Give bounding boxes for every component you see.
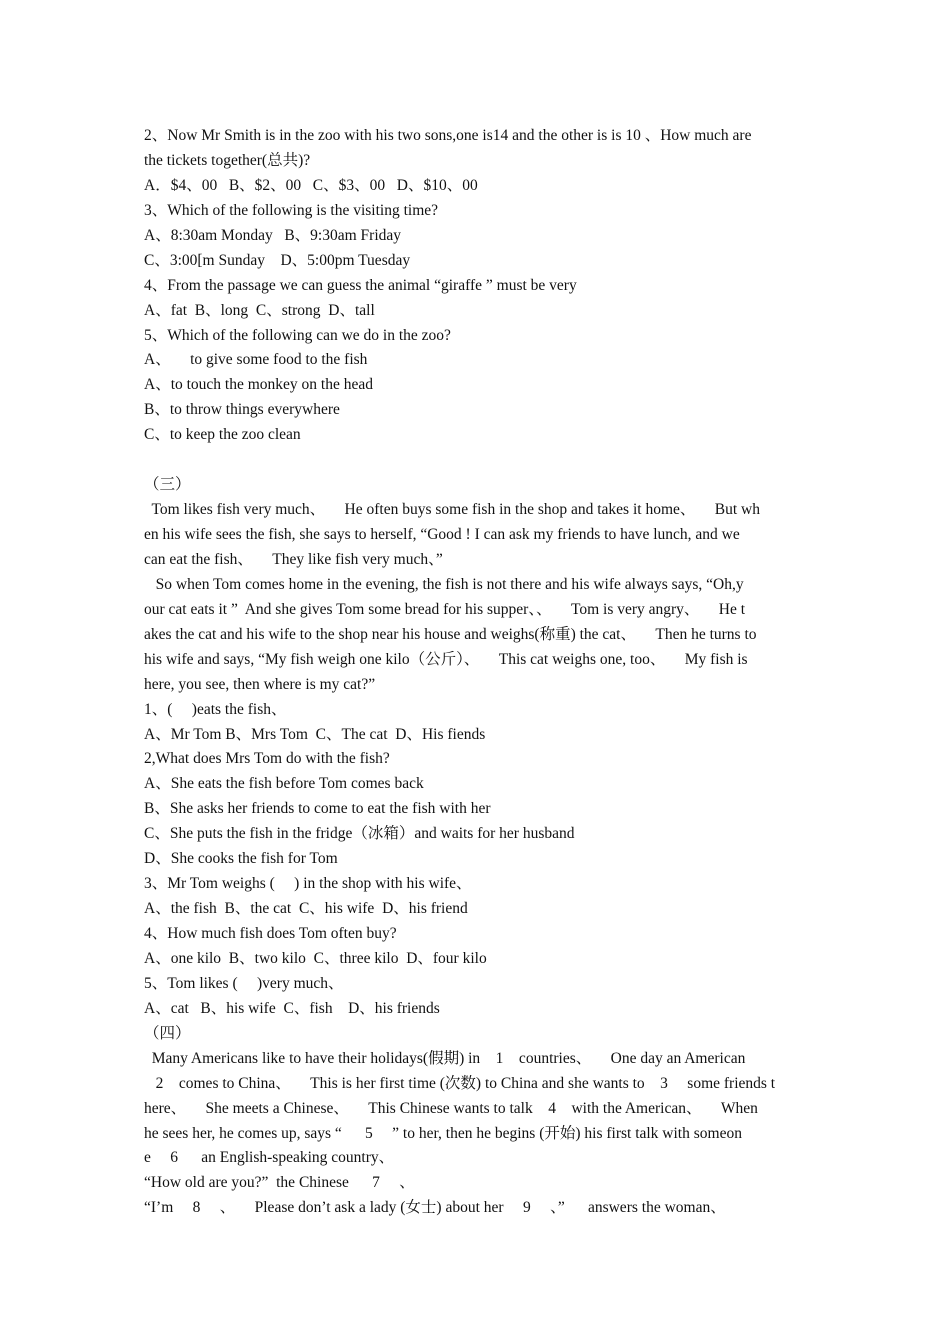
section-3-question-1-options: A、Mr Tom B、Mrs Tom C、The cat D、His fiends (144, 725, 486, 743)
section-3-question-4-stem: 4、How much fish does Tom often buy? (144, 925, 397, 942)
passage-3-line-7: his wife and says, “My fish weigh one kilo（公斤）、 This cat weighs one, too、 My fish is (144, 650, 748, 668)
question-3-options-ab: A、8:30am Monday B、9:30am Friday (144, 226, 402, 244)
passage-3-line-6: akes the cat and his wife to the shop near his house and weighs(称重) the cat、 Then he turns to (144, 625, 757, 643)
passage-3-line-1: Tom likes fish very much、 He often buys some fish in the shop and takes it home、 But wh (144, 501, 760, 519)
document-body (144, 124, 808, 1221)
section-3-heading: （三） (144, 476, 191, 494)
passage-3-line-3: can eat the fish、 They like fish very much、” (144, 550, 443, 568)
section-3-question-2-option-b: B、She asks her friends to come to eat the fish with her (144, 800, 491, 818)
question-2-stem-line-1: 2、Now Mr Smith is in the zoo with his two sons,one is14 and the other is is 10 、How much are (144, 127, 752, 144)
passage-4-line-5: e 6 an English-speaking country、 (144, 1149, 395, 1167)
question-4-options: A、fat B、long C、strong D、tall (144, 301, 375, 319)
section-3-question-2-option-a: A、She eats the fish before Tom comes back (144, 775, 424, 793)
question-4-stem: 4、From the passage we can guess the animal “giraffe ” must be very (144, 276, 577, 294)
passage-4-line-2: 2 comes to China、 This is her first time (次数) to China and she wants to 3 some friends t (144, 1074, 776, 1092)
question-2-stem-line-2: the tickets together(总共)? (144, 151, 311, 169)
section-3-question-5-options: A、cat B、his wife C、fish D、his friends (144, 999, 440, 1017)
passage-3-line-8: here, you see, then where is my cat?” (144, 675, 376, 693)
question-5-option-c: C、to keep the zoo clean (144, 426, 301, 444)
question-5-option-b: B、to throw things everywhere (144, 401, 340, 419)
passage-3-line-5: our cat eats it ” And she gives Tom some bread for his supper、、 Tom is very angry、 He t (144, 600, 746, 618)
question-5-option-a2: A、to touch the monkey on the head (144, 376, 374, 394)
question-5-stem: 5、Which of the following can we do in the zoo? (144, 326, 451, 344)
section-3-question-1-stem: 1、( )eats the fish、 (144, 700, 287, 718)
section-3-question-2-option-d: D、She cooks the fish for Tom (144, 850, 338, 868)
section-3-question-2-option-c: C、She puts the fish in the fridge（冰箱）and waits for her husband (144, 825, 575, 843)
section-4-heading: （四） (144, 1024, 191, 1042)
passage-4-line-4: he sees her, he comes up, says “ 5 ” to her, then he begins (开始) his first talk with someon (144, 1124, 742, 1142)
passage-4-line-3: here、 She meets a Chinese、 This Chinese wants to talk 4 with the American、 When (144, 1099, 758, 1117)
question-3-options-cd: C、3:00[m Sunday D、5:00pm Tuesday (144, 251, 411, 269)
section-3-question-2-stem: 2,What does Mrs Tom do with the fish? (144, 750, 390, 768)
passage-3-line-4: So when Tom comes home in the evening, the fish is not there and his wife always says, “Oh,y (144, 575, 744, 593)
section-3-question-4-options: A、one kilo B、two kilo C、three kilo D、four kilo (144, 949, 487, 967)
blank-line (144, 448, 808, 473)
passage-4-line-7: “I’m 8 、 Please don’t ask a lady (女士) about her 9 、” answers the woman、 (144, 1199, 726, 1217)
passage-3-line-2: en his wife sees the fish, she says to herself, “Good ! I can ask my friends to have lunch, and we (144, 526, 740, 543)
section-3-question-5-stem: 5、Tom likes ( )very much、 (144, 974, 344, 992)
section-3-question-3-stem: 3、Mr Tom weighs ( ) in the shop with his wife、 (144, 875, 472, 893)
question-2-options: A．$4、00 B、$2、00 C、$3、00 D、$10、00 (144, 176, 478, 194)
passage-4-line-1: Many Americans like to have their holidays(假期) in 1 countries、 One day an American (144, 1049, 746, 1067)
section-3-question-3-options: A、the fish B、the cat C、his wife D、his friend (144, 900, 468, 918)
passage-4-line-6: “How old are you?” the Chinese 7 、 (144, 1174, 415, 1192)
question-5-option-a1: A、 to give some food to the fish (144, 351, 368, 369)
question-3-stem: 3、Which of the following is the visiting time? (144, 201, 439, 219)
